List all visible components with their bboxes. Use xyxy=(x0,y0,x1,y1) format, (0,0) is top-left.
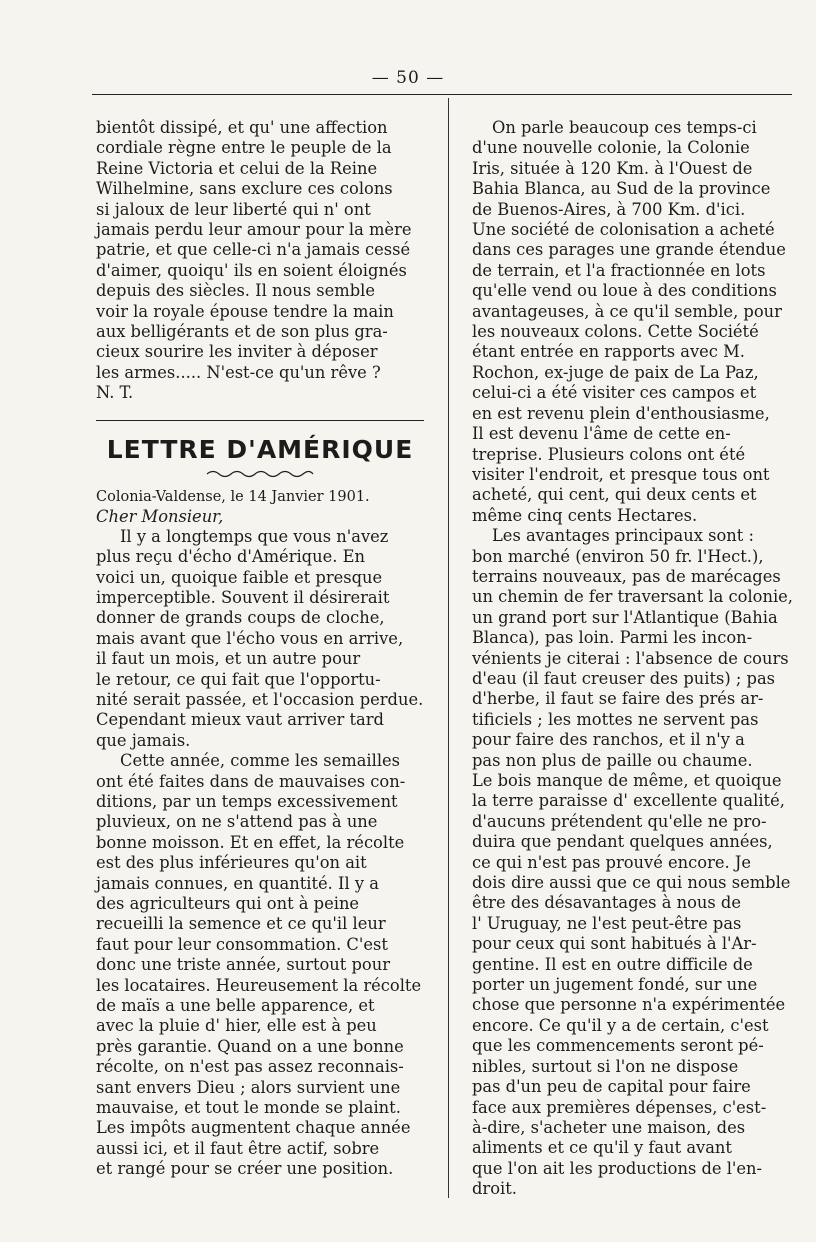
text-line: imperceptible. Souvent il désirerait xyxy=(96,587,390,607)
text-line: dans ces parages une grande étendue xyxy=(472,240,786,260)
letter-paragraph-2 xyxy=(96,751,424,1180)
left-column xyxy=(96,118,424,1180)
text-line: On parle beaucoup ces temps-ci xyxy=(492,118,757,137)
text-line: avantageuses, à ce qu'il semble, pour xyxy=(472,301,782,321)
text-line: encore. Ce qu'il y a de certain, c'est xyxy=(472,1015,769,1035)
text-line: que les commencements seront pé- xyxy=(472,1036,764,1056)
text-line: avec la pluie d' hier, elle est à peu xyxy=(96,1016,377,1036)
text-line: chose que personne n'a expérimentée xyxy=(472,995,786,1015)
text-line: de Buenos-Aires, à 700 Km. d'ici. xyxy=(472,199,746,219)
text-line: le retour, ce qui fait que l'opportu- xyxy=(96,669,381,689)
text-line: bon marché (environ 50 fr. l'Hect.), xyxy=(472,546,764,566)
text-line: même cinq cents Hectares. xyxy=(472,505,698,525)
right-column xyxy=(472,118,798,1200)
text-line: Bahia Blanca, au Sud de la province xyxy=(472,179,771,199)
text-line: Blanca), pas loin. Parmi les incon- xyxy=(472,628,753,648)
text-line: pour faire des ranchos, et il n'y a xyxy=(472,730,745,750)
flourish-ornament xyxy=(205,469,315,479)
salutation: Cher Monsieur, xyxy=(96,506,224,526)
text-line: mais avant que l'écho vous en arrive, xyxy=(96,628,404,648)
letter-paragraph-1 xyxy=(96,527,424,751)
text-line: plus reçu d'écho d'Amérique. En xyxy=(96,547,365,567)
text-line: Le bois manque de même, et quoique xyxy=(472,771,782,790)
text-line: visiter l'endroit, et presque tous ont xyxy=(472,464,770,484)
text-line: treprise. Plusieurs colons ont été xyxy=(472,444,746,464)
text-line: nité serait passée, et l'occasion perdue. xyxy=(96,689,424,709)
text-line: face aux premières dépenses, c'est- xyxy=(472,1097,767,1117)
text-line: Reine Victoria et celui de la Reine xyxy=(96,158,378,178)
text-line: droit. xyxy=(472,1179,517,1199)
page-number: — 50 — xyxy=(371,68,445,88)
text-line: à-dire, s'acheter une maison, des xyxy=(472,1117,746,1137)
text-line: cieux sourire les inviter à déposer xyxy=(96,342,378,362)
text-line: Il est devenu l'âme de cette en- xyxy=(472,424,731,444)
text-line: sant envers Dieu ; alors survient une xyxy=(96,1077,401,1097)
text-line: jamais connues, en quantité. Il y a xyxy=(96,873,379,893)
text-line: Iris, située à 120 Km. à l'Ouest de xyxy=(472,158,753,178)
text-line: donc une triste année, surtout pour xyxy=(96,955,390,975)
text-line: Il y a longtemps que vous n'avez xyxy=(120,526,389,546)
text-line: des agriculteurs qui ont à peine xyxy=(96,894,360,913)
text-line: acheté, qui cent, qui deux cents et xyxy=(472,485,757,505)
text-line: d'aucuns prétendent qu'elle ne pro- xyxy=(472,811,767,831)
text-line: près garantie. Quand on a une bonne xyxy=(96,1036,404,1056)
text-line: d'herbe, il faut se faire des prés ar- xyxy=(472,689,764,709)
header-rule xyxy=(92,94,792,95)
text-line: depuis des siècles. Il nous semble xyxy=(96,281,375,301)
text-line: voir la royale épouse tendre la main xyxy=(96,301,394,321)
text-line: Les impôts augmentent chaque année xyxy=(96,1118,411,1138)
text-line: pour ceux qui sont habitués à l'Ar- xyxy=(472,934,757,954)
text-line: Wilhelmine, sans exclure ces colons xyxy=(96,179,393,199)
text-line: pas non plus de paille ou chaume. xyxy=(472,750,753,770)
text-line: Une société de colonisation a acheté xyxy=(472,220,775,240)
section-rule xyxy=(96,420,424,421)
text-line: Cette année, comme les semailles xyxy=(120,751,401,771)
column-divider xyxy=(448,98,449,1198)
text-line: faut pour leur consommation. C'est xyxy=(96,934,388,954)
text-line: gentine. Il est en outre difficile de xyxy=(472,954,753,974)
text-line: porter un jugement fondé, sur une xyxy=(472,975,758,995)
text-line: les nouveaux colons. Cette Société xyxy=(472,322,759,342)
text-line: d'une nouvelle colonie, la Colonie xyxy=(472,138,750,158)
text-line: bientôt dissipé, et qu' une affection xyxy=(96,118,388,137)
text-line: ont été faites dans de mauvaises con- xyxy=(96,771,406,791)
text-line: est des plus inférieures qu'on ait xyxy=(96,853,367,873)
text-line: ce qui n'est pas prouvé encore. Je xyxy=(472,852,752,872)
text-line: donner de grands coups de cloche, xyxy=(96,608,385,628)
text-line: les armes..... N'est-ce qu'un rêve ? xyxy=(96,362,381,382)
text-line: si jaloux de leur liberté qui n' ont xyxy=(96,199,371,219)
text-line: celui-ci a été visiter ces campos et xyxy=(472,383,757,403)
text-line: Les avantages principaux sont : xyxy=(492,526,754,546)
text-line: recueilli la semence et ce qu'il leur xyxy=(96,914,386,934)
text-line: patrie, et que celle-ci n'a jamais cessé xyxy=(96,240,411,260)
text-line: nibles, surtout si l'on ne dispose xyxy=(472,1056,739,1076)
text-line: les locataires. Heureusement la récolte xyxy=(96,975,422,995)
text-line: être des désavantages à nous de xyxy=(472,893,741,913)
text-line: dois dire aussi que ce qui nous semble xyxy=(472,873,791,893)
intro-paragraph xyxy=(96,118,424,383)
text-line: un chemin de fer traversant la colonie, xyxy=(472,587,793,607)
text-line: cordiale règne entre le peuple de la xyxy=(96,138,392,158)
text-line: récolte, on n'est pas assez reconnais- xyxy=(96,1057,404,1077)
text-line: terrains nouveaux, pas de marécages xyxy=(472,566,781,586)
text-line: ditions, par un temps excessivement xyxy=(96,791,398,811)
text-line: aliments et ce qu'il y faut avant xyxy=(472,1138,732,1158)
letter-title: LETTRE D'AMÉRIQUE xyxy=(106,434,414,464)
text-line: l' Uruguay, ne l'est peut-être pas xyxy=(472,913,742,933)
text-line: Cependant mieux vaut arriver tard xyxy=(96,710,384,730)
text-line: d'aimer, quoiqu' ils en soient éloignés xyxy=(96,260,407,280)
text-line: Rochon, ex-juge de paix de La Paz, xyxy=(472,362,759,382)
text-line: que l'on ait les productions de l'en- xyxy=(472,1158,763,1178)
signature: N. T. xyxy=(96,383,134,403)
colony-paragraph xyxy=(472,118,798,526)
text-line: aux belligérants et de son plus gra- xyxy=(96,322,388,342)
text-line: en est revenu plein d'enthousiasme, xyxy=(472,403,770,423)
text-line: voici un, quoique faible et presque xyxy=(96,567,383,587)
advantages-paragraph xyxy=(472,526,798,1199)
text-line: de terrain, et l'a fractionnée en lots xyxy=(472,260,766,280)
text-line: duira que pendant quelques années, xyxy=(472,832,773,852)
place-date: Colonia-Valdense, le 14 Janvier 1901. xyxy=(96,488,370,505)
text-line: vénients je citerai : l'absence de cours xyxy=(472,648,789,668)
text-line: de maïs a une belle apparence, et xyxy=(96,996,375,1016)
text-line: aussi ici, et il faut être actif, sobre xyxy=(96,1138,380,1158)
text-line: étant entrée en rapports avec M. xyxy=(472,342,745,362)
text-line: pluvieux, on ne s'attend pas à une xyxy=(96,812,378,832)
text-line: et rangé pour se créer une position. xyxy=(96,1159,394,1179)
text-line: d'eau (il faut creuser des puits) ; pas xyxy=(472,668,776,688)
text-line: tificiels ; les mottes ne servent pas xyxy=(472,709,759,729)
text-line: jamais perdu leur amour pour la mère xyxy=(96,220,412,240)
text-line: que jamais. xyxy=(96,730,191,750)
text-line: pas d'un peu de capital pour faire xyxy=(472,1077,751,1097)
text-line: mauvaise, et tout le monde se plaint. xyxy=(96,1098,401,1118)
text-line: qu'elle vend ou loue à des conditions xyxy=(472,281,777,301)
text-line: la terre paraisse d' excellente qualité, xyxy=(472,791,785,811)
text-line: un grand port sur l'Atlantique (Bahia xyxy=(472,607,778,627)
text-line: il faut un mois, et un autre pour xyxy=(96,649,361,669)
text-line: bonne moisson. Et en effet, la récolte xyxy=(96,832,405,852)
